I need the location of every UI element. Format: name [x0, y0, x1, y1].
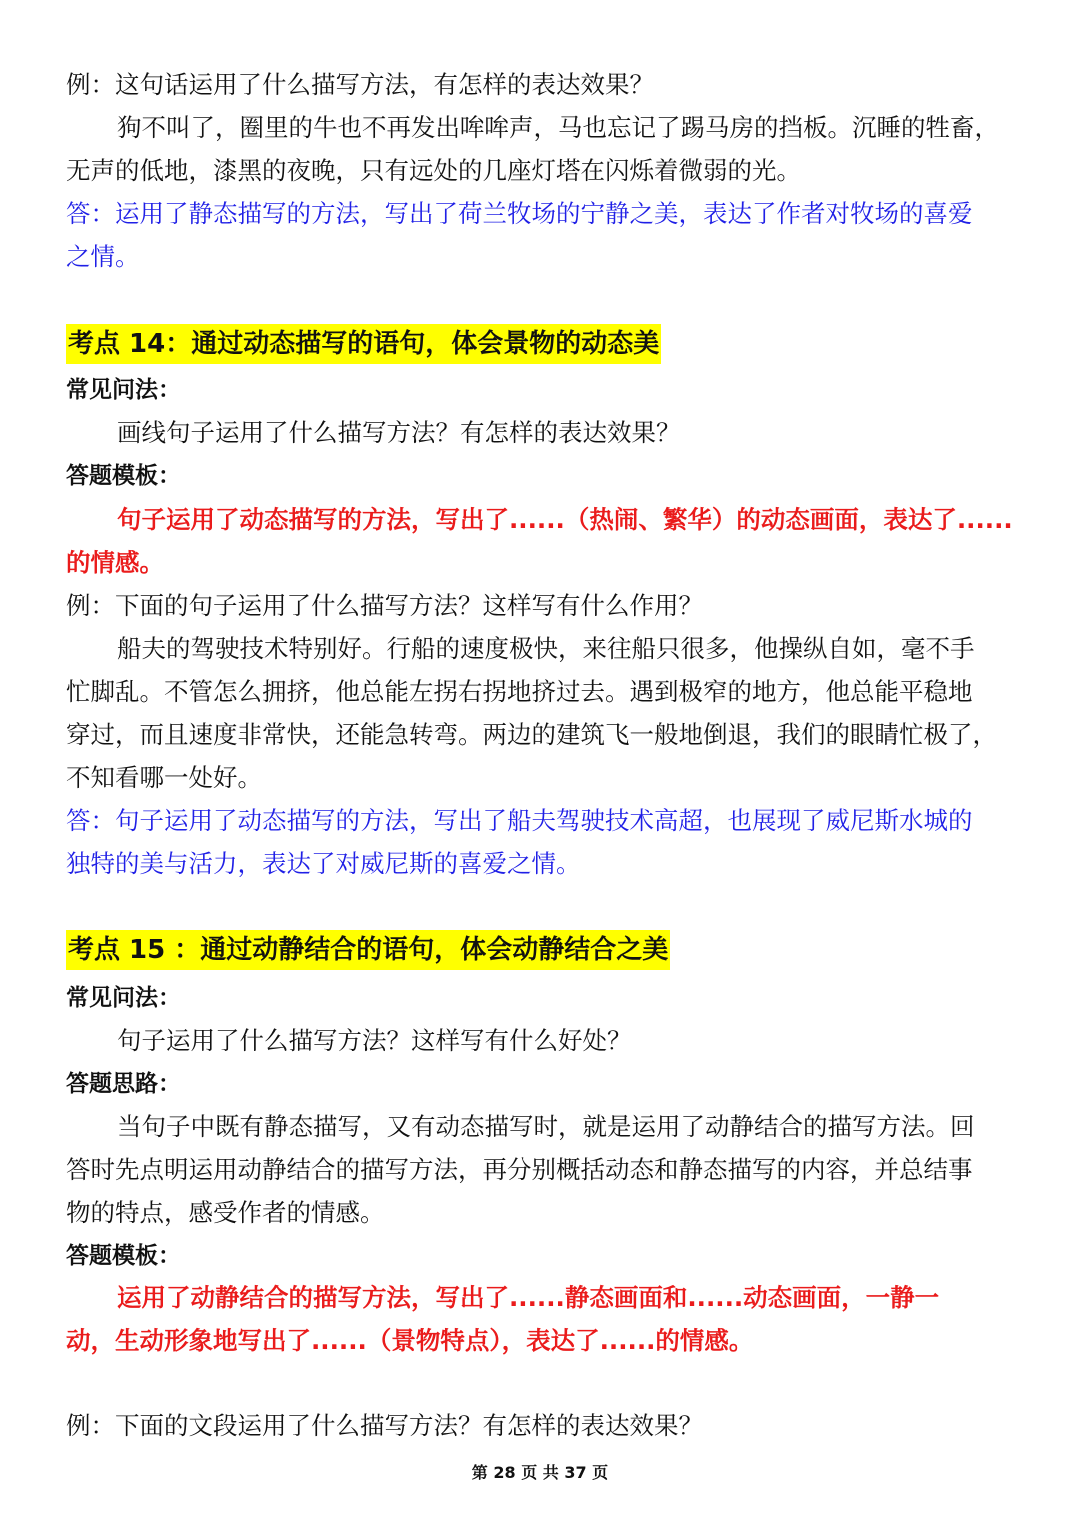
example-answer-line: 之情。	[66, 242, 140, 271]
common-question-text: 句子运用了什么描写方法？这样写有什么好处？	[117, 1026, 632, 1055]
example-question: 例：下面的文段运用了什么描写方法？有怎样的表达效果？	[66, 1411, 703, 1440]
example-passage-line: 不知看哪一处好。	[66, 763, 262, 792]
example-passage-line: 狗不叫了，圈里的牛也不再发出哞哞声，马也忘记了踢马房的挡板。沉睡的牲畜，	[117, 113, 999, 142]
answer-thinking-line: 当句子中既有静态描写，又有动态描写时，就是运用了动静结合的描写方法。回	[117, 1112, 975, 1141]
example-passage-line: 无声的低地，漆黑的夜晚，只有远处的几座灯塔在闪烁着微弱的光。	[66, 156, 801, 185]
example-passage-line: 船夫的驾驶技术特别好。行船的速度极快，来往船只很多，他操纵自如，毫不手	[117, 634, 975, 663]
answer-thinking-label: 答题思路：	[66, 1071, 181, 1097]
example-question: 例：下面的句子运用了什么描写方法？这样写有什么作用？	[66, 591, 703, 620]
common-question-text: 画线句子运用了什么描写方法？有怎样的表达效果？	[117, 418, 681, 447]
answer-thinking-line: 答时先点明运用动静结合的描写方法，再分别概括动态和静态描写的内容，并总结事	[66, 1155, 973, 1184]
page-number-footer: 第 28 页 共 37 页	[471, 1463, 609, 1482]
section-heading-15: 考点 15 ：通过动静结合的语句，体会动静结合之美	[66, 930, 670, 970]
example-question: 例：这句话运用了什么描写方法，有怎样的表达效果？	[66, 70, 654, 99]
answer-template-line: 运用了动静结合的描写方法，写出了......静态画面和......动态画面，一静一	[117, 1283, 940, 1312]
common-question-label: 常见问法：	[66, 377, 181, 403]
example-answer-line: 答：运用了静态描写的方法，写出了荷兰牧场的宁静之美，表达了作者对牧场的喜爱	[66, 199, 973, 228]
answer-template-label: 答题模板：	[66, 1243, 181, 1269]
example-passage-line: 忙脚乱。不管怎么拥挤，他总能左拐右拐地挤过去。遇到极窄的地方，他总能平稳地	[66, 677, 973, 706]
answer-thinking-line: 物的特点，感受作者的情感。	[66, 1198, 385, 1227]
example-answer-line: 独特的美与活力，表达了对威尼斯的喜爱之情。	[66, 849, 581, 878]
answer-template-line: 句子运用了动态描写的方法，写出了......（热闹、繁华）的动态画面，表达了......	[117, 505, 1013, 534]
common-question-label: 常见问法：	[66, 985, 181, 1011]
example-answer-line: 答：句子运用了动态描写的方法，写出了船夫驾驶技术高超，也展现了威尼斯水城的	[66, 806, 973, 835]
section-heading-14: 考点 14：通过动态描写的语句，体会景物的动态美	[66, 324, 661, 364]
answer-template-line: 动，生动形象地写出了......（景物特点），表达了......的情感。	[66, 1326, 754, 1355]
answer-template-label: 答题模板：	[66, 463, 181, 489]
answer-template-line: 的情感。	[66, 548, 164, 577]
example-passage-line: 穿过，而且速度非常快，还能急转弯。两边的建筑飞一般地倒退，我们的眼睛忙极了，	[66, 720, 997, 749]
